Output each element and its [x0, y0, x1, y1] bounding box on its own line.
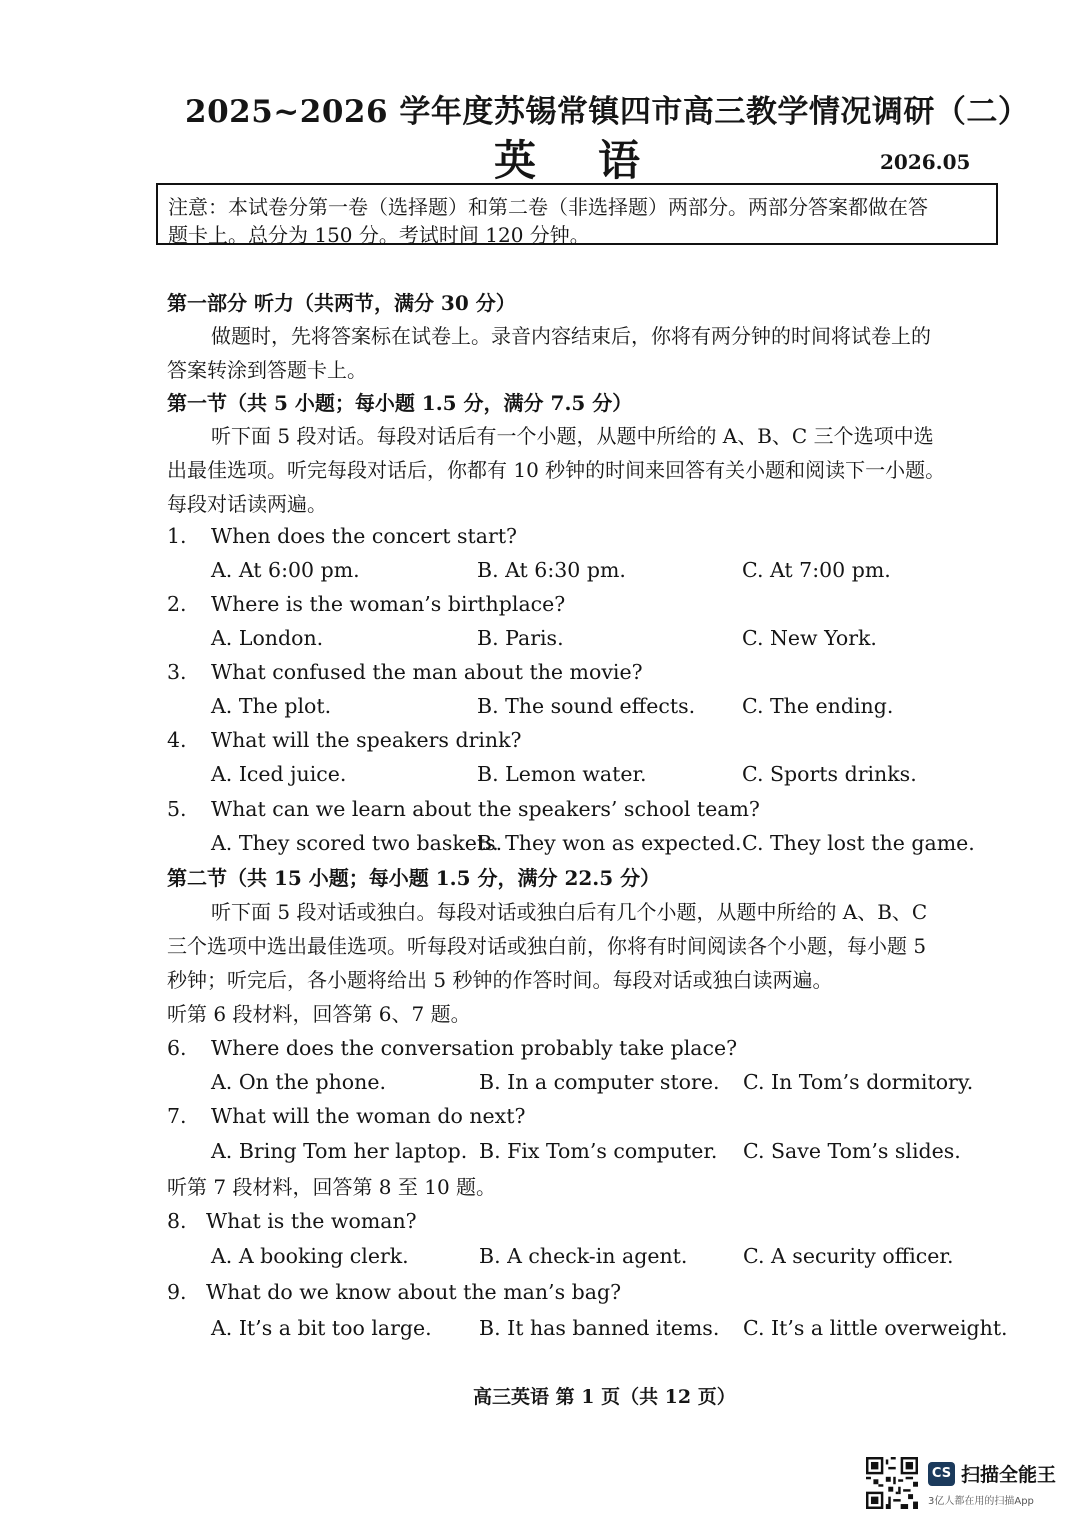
part1-heading: 第一部分 听力（共两节，满分 30 分） — [167, 291, 516, 315]
option-a: A. The plot. — [211, 694, 332, 718]
question-text: What will the speakers drink? — [211, 728, 522, 752]
option-a: A. At 6:00 pm. — [211, 558, 360, 582]
option-c: C. In Tom’s dormitory. — [743, 1070, 974, 1094]
question-number: 9. — [167, 1280, 187, 1304]
section1-intro-line-1: 听下面 5 段对话。每段对话后有一个小题，从题中所给的 A、B、C 三个选项中选 — [211, 424, 934, 448]
question-number: 6. — [167, 1036, 187, 1060]
notice-line-2: 题卡上。总分为 150 分。考试时间 120 分钟。 — [168, 223, 590, 247]
question-text: What can we learn about the speakers’ school team? — [211, 797, 760, 821]
section2-heading: 第二节（共 15 小题；每小题 1.5 分，满分 22.5 分） — [167, 866, 661, 890]
option-c: C. It’s a little overweight. — [743, 1316, 1008, 1340]
question-text: What is the woman? — [206, 1209, 417, 1233]
question-text: When does the concert start? — [211, 524, 518, 548]
section2-intro-line-2: 三个选项中选出最佳选项。听每段对话或独白前，你将有时间阅读各个小题，每小题 5 — [167, 934, 927, 958]
question-text: Where does the conversation probably take place? — [211, 1036, 738, 1060]
question-text: What will the woman do next? — [211, 1104, 526, 1128]
camscanner-name: 扫描全能王 — [961, 1464, 1057, 1486]
option-b: B. Lemon water. — [477, 762, 647, 786]
section1-intro-line-2: 出最佳选项。听完每段对话后，你都有 10 秒钟的时间来回答有关小题和阅读下一小题。 — [167, 458, 946, 482]
option-c: C. They lost the game. — [742, 831, 975, 855]
option-c: C. The ending. — [742, 694, 894, 718]
qr-code-icon — [866, 1457, 918, 1509]
part1-intro-line-2: 答案转涂到答题卡上。 — [167, 358, 367, 382]
option-b: B. In a computer store. — [479, 1070, 720, 1094]
option-a: A. London. — [211, 626, 324, 650]
option-a: A. A booking clerk. — [211, 1244, 409, 1268]
option-c: C. Sports drinks. — [742, 762, 917, 786]
section1-intro-line-3: 每段对话读两遍。 — [167, 492, 327, 516]
option-b: B. The sound effects. — [477, 694, 696, 718]
section2-intro-line-1: 听下面 5 段对话或独白。每段对话或独白后有几个小题，从题中所给的 A、B、C — [211, 900, 928, 924]
option-c: C. A security officer. — [743, 1244, 954, 1268]
question-number: 1. — [167, 524, 187, 548]
option-a: A. They scored two baskets. — [211, 831, 503, 855]
notice-box — [156, 183, 998, 245]
camscanner-tagline: 3亿人都在用的扫描App — [928, 1496, 1034, 1507]
question-text: What confused the man about the movie? — [211, 660, 643, 684]
option-b: B. At 6:30 pm. — [477, 558, 626, 582]
camscanner-logo-icon: CS — [928, 1462, 955, 1486]
section2-intro-line-3: 秒钟；听完后，各小题将给出 5 秒钟的作答时间。每段对话或独白读两遍。 — [167, 968, 833, 992]
option-b: B. It has banned items. — [479, 1316, 720, 1340]
option-a: A. It’s a bit too large. — [211, 1316, 432, 1340]
question-text: Where is the woman’s birthplace? — [211, 592, 566, 616]
question-number: 2. — [167, 592, 187, 616]
question-number: 7. — [167, 1104, 187, 1128]
subject-title: 英语 — [494, 136, 703, 185]
question-number: 5. — [167, 797, 187, 821]
option-a: A. Bring Tom her laptop. — [211, 1139, 468, 1163]
option-a: A. On the phone. — [211, 1070, 386, 1094]
question-text: What do we know about the man’s bag? — [206, 1280, 622, 1304]
option-b: B. They won as expected. — [477, 831, 742, 855]
option-a: A. Iced juice. — [211, 762, 347, 786]
part1-intro-line-1: 做题时，先将答案标在试卷上。录音内容结束后，你将有两分钟的时间将试卷上的 — [211, 324, 931, 348]
question-number: 4. — [167, 728, 187, 752]
option-b: B. Paris. — [477, 626, 564, 650]
option-c: C. Save Tom’s slides. — [743, 1139, 961, 1163]
section1-heading: 第一节（共 5 小题；每小题 1.5 分，满分 7.5 分） — [167, 391, 633, 415]
page-footer: 高三英语 第 1 页（共 12 页） — [473, 1386, 736, 1408]
option-b: B. A check-in agent. — [479, 1244, 688, 1268]
question-number: 3. — [167, 660, 187, 684]
exam-date: 2026.05 — [880, 150, 971, 174]
option-c: C. At 7:00 pm. — [742, 558, 891, 582]
option-c: C. New York. — [742, 626, 877, 650]
material-7-instruction: 听第 7 段材料，回答第 8 至 10 题。 — [167, 1175, 497, 1199]
question-number: 8. — [167, 1209, 187, 1233]
option-b: B. Fix Tom’s computer. — [479, 1139, 718, 1163]
notice-line-1: 注意：本试卷分第一卷（选择题）和第二卷（非选择题）两部分。两部分答案都做在答 — [168, 195, 928, 219]
material-6-instruction: 听第 6 段材料，回答第 6、7 题。 — [167, 1002, 471, 1026]
exam-title: 2025~2026 学年度苏锡常镇四市高三教学情况调研（二） — [185, 94, 1030, 130]
